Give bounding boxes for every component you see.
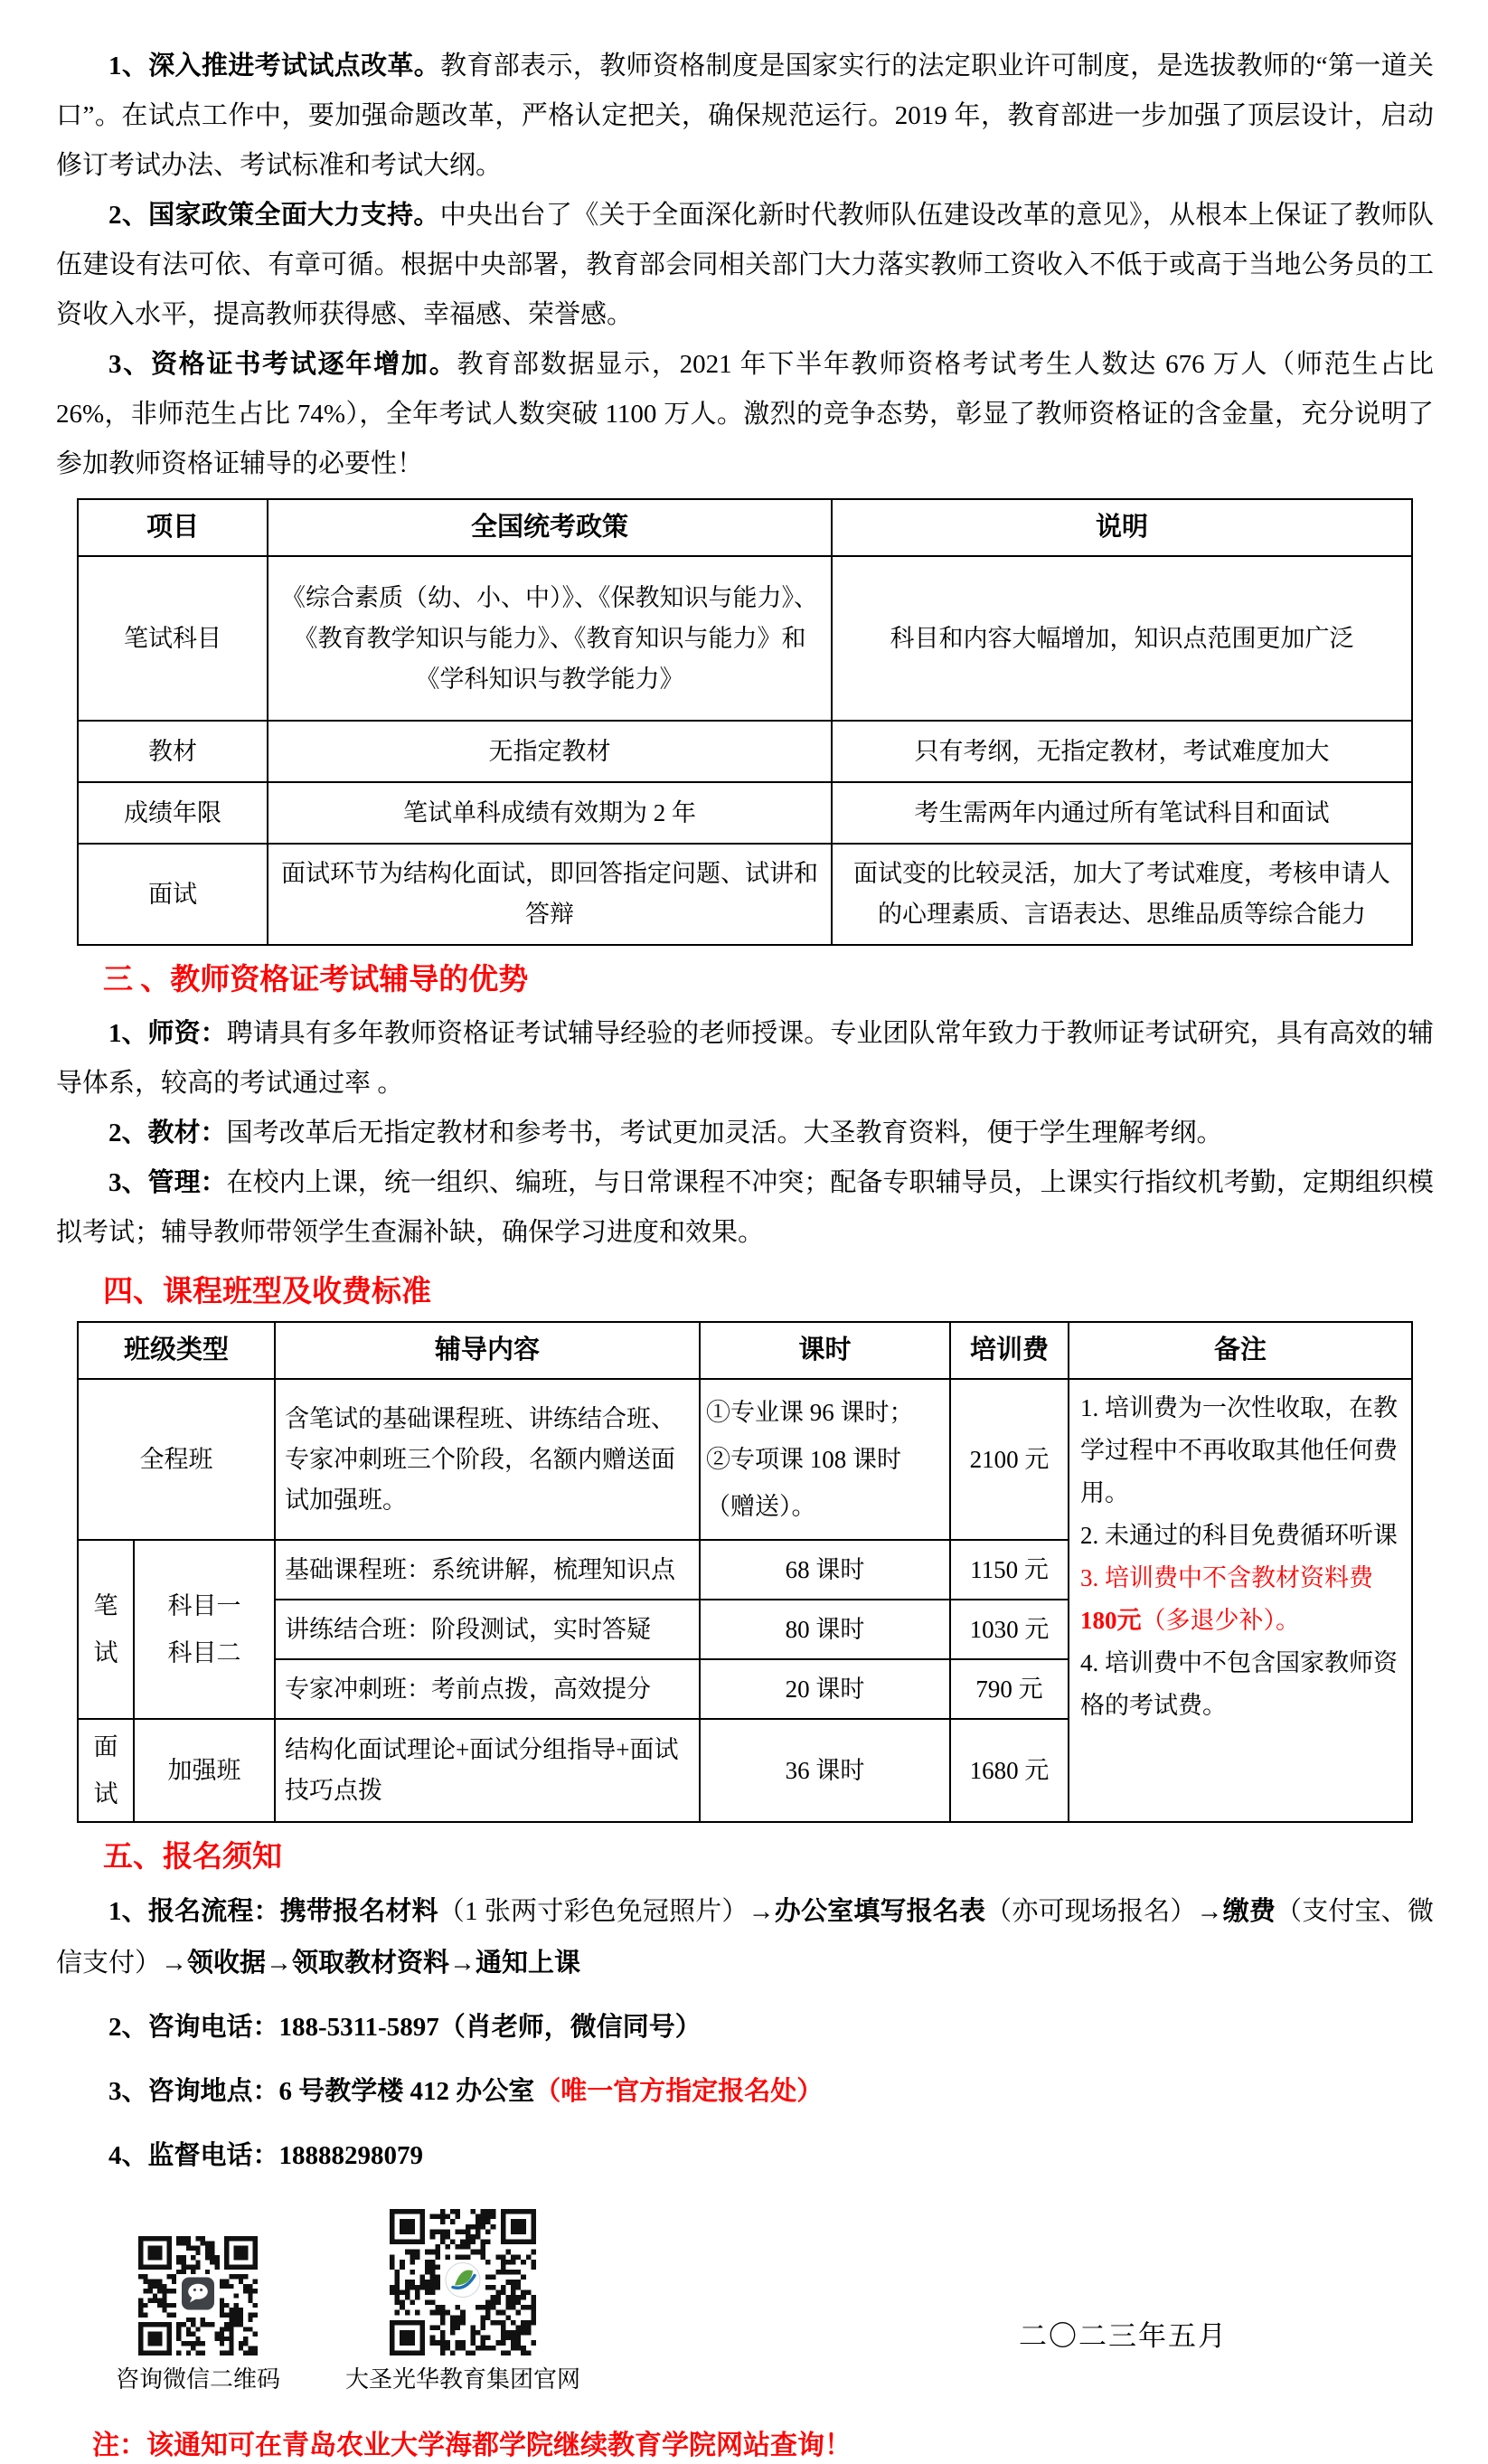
course-cell-content: 讲练结合班：阶段测试，实时答疑	[275, 1600, 700, 1659]
course-cell-fee: 1680 元	[950, 1719, 1069, 1822]
enroll-supervision-phone-text: 4、监督电话：18888298079	[108, 2141, 424, 2170]
policy-cell-item: 成绩年限	[78, 782, 268, 844]
course-header-fee: 培训费	[950, 1322, 1069, 1379]
policy-cell-policy: 无指定教材	[268, 721, 832, 782]
enroll-location-official-note: （唯一官方指定报名处）	[534, 2077, 824, 2106]
enroll-procedure-step4: →领收据→领取教材资料→通知上课	[161, 1949, 581, 1978]
course-cell-fee: 790 元	[950, 1659, 1069, 1719]
footer-qr-row	[116, 2209, 1434, 2395]
enroll-procedure-note2: （亦可现场报名）	[985, 1897, 1197, 1926]
course-cell-fee: 2100 元	[950, 1379, 1069, 1540]
remark-red-text: 3. 培训费中不含教材资料费	[1080, 1564, 1373, 1591]
policy-cell-item: 笔试科目	[78, 556, 268, 721]
table-row	[78, 721, 1412, 782]
paragraph-exam-reform-body: 教育部表示，教师资格制度是国家实行的法定职业许可制度，是选拔教师的“第一道关口”。在试点工作中，要加强命题改革，严格认定把关，确保规范运行。2019 年，教育部进一步加强了顶层设计，启动修订考试办法、考试标准和考试大纲。	[56, 52, 1434, 180]
advantage-teachers-lead: 1、师资：	[108, 1019, 227, 1048]
remark-item: 2. 未通过的科目免费循环听课	[1080, 1522, 1398, 1549]
policy-table-header-row	[78, 499, 1412, 556]
wechat-icon	[182, 2278, 214, 2315]
advantage-teachers	[56, 1009, 1434, 1109]
wechat-qr-caption: 咨询微信二维码	[116, 2366, 281, 2393]
section-advantages-heading: 三 、教师资格证考试辅导的优势	[103, 964, 529, 996]
enroll-phone	[56, 2002, 1434, 2053]
course-header-remark: 备注	[1069, 1322, 1412, 1379]
wechat-qr-block	[116, 2236, 280, 2395]
advantage-materials	[56, 1109, 1434, 1158]
policy-cell-policy: 笔试单科成绩有效期为 2 年	[268, 782, 832, 844]
enroll-procedure-note3: （支付宝、微信支付）	[56, 1897, 1434, 1978]
policy-cell-note: 面试变的比较灵活，加大了考试难度，考核申请人的心理素质、言语表达、思维品质等综合能力	[832, 844, 1412, 945]
course-header-content: 辅导内容	[275, 1322, 700, 1379]
course-cell-hours: 20 课时	[700, 1659, 950, 1719]
subject-two-label: 科目二	[167, 1639, 241, 1666]
enroll-procedure-step2: →办公室填写报名表	[748, 1897, 986, 1926]
enroll-procedure-note1: （1 张两寸彩色免冠照片）	[438, 1897, 749, 1926]
section-courses-heading: 四、课程班型及收费标准	[103, 1276, 431, 1308]
table-row	[78, 844, 1412, 945]
advantage-management-body: 在校内上课，统一组织、编班，与日常课程不冲突；配备专职辅导员，上课实行指纹机考勤，定期组织模拟考试；辅导教师带领学生查漏补缺，确保学习进度和效果。	[56, 1168, 1434, 1247]
advantage-management	[56, 1158, 1434, 1258]
advantage-management-lead: 3、管理：	[108, 1168, 227, 1197]
course-cell-content: 含笔试的基础课程班、讲练结合班、专家冲刺班三个阶段，名额内赠送面试加强班。	[275, 1379, 700, 1540]
course-cell-interview	[78, 1719, 134, 1822]
advantage-materials-body: 国考改革后无指定教材和参考书，考试更加灵活。大圣教育资料，便于学生理解考纲。	[226, 1119, 1223, 1147]
course-cell-content: 基础课程班：系统讲解，梳理知识点	[275, 1540, 700, 1600]
policy-cell-policy: 《综合素质（幼、小、中）》、《保教知识与能力》、《教育教学知识与能力》、《教育知识与能力》和《学科知识与教学能力》	[268, 556, 832, 721]
course-cell-hours: 36 课时	[700, 1719, 950, 1822]
policy-cell-note: 科目和内容大幅增加，知识点范围更加广泛	[832, 556, 1412, 721]
website-qr-caption: 大圣光华教育集团官网	[345, 2366, 581, 2393]
policy-cell-item: 面试	[78, 844, 268, 945]
policy-header-note: 说明	[832, 499, 1412, 556]
footnote-red: 注：该通知可在青岛农业大学海都学院继续教育学院网站查询！	[92, 2431, 852, 2460]
paragraph-national-policy	[56, 191, 1434, 340]
enroll-procedure-lead: 1、报名流程：携带报名材料	[108, 1897, 438, 1926]
section-enroll-heading: 五、报名须知	[103, 1841, 282, 1874]
policy-cell-item: 教材	[78, 721, 268, 782]
paragraph-national-policy-lead: 2、国家政策全面大力支持。	[108, 201, 440, 230]
policy-cell-note: 只有考纲，无指定教材，考试难度加大	[832, 721, 1412, 782]
written-exam-label: 笔试	[93, 1592, 118, 1666]
paragraph-exam-reform	[56, 42, 1434, 191]
course-header-type: 班级类型	[78, 1322, 275, 1379]
paragraph-exam-growth-body: 教育部数据显示，2021 年下半年教师资格考试考生人数达 676 万人（师范生占比 26%，非师范生占比 74%），全年考试人数突破 1100 万人。激烈的竞争态势，彰显了教师资格证的含金量，充分说明了参加教师资格证辅导的必要性！	[56, 350, 1434, 478]
course-cell-subjects	[134, 1540, 275, 1719]
interview-label: 面试	[93, 1733, 118, 1808]
course-cell-subject: 加强班	[134, 1719, 275, 1822]
policy-header-item: 项目	[78, 499, 268, 556]
remark-red-tail: （多退少补）。	[1141, 1607, 1300, 1634]
table-row	[78, 556, 1412, 721]
course-table-header-row	[78, 1322, 1412, 1379]
remark-red-price: 180元	[1080, 1607, 1142, 1634]
remark-item: 1. 培训费为一次性收取，在教学过程中不再收取其他任何费用。	[1080, 1394, 1398, 1506]
policy-cell-note: 考生需两年内通过所有笔试科目和面试	[832, 782, 1412, 844]
enroll-location-text: 3、咨询地点：6 号教学楼 412 办公室	[108, 2077, 535, 2106]
table-row	[78, 1379, 1412, 1540]
paragraph-exam-growth	[56, 340, 1434, 489]
course-cell-hours: 80 课时	[700, 1600, 950, 1659]
course-fee-table	[77, 1321, 1413, 1823]
policy-cell-policy: 面试环节为结构化面试，即回答指定问题、试讲和答辩	[268, 844, 832, 945]
document-date: 二〇二三年五月	[1019, 2320, 1228, 2352]
course-cell-content: 结构化面试理论+面试分组指导+面试技巧点拨	[275, 1719, 700, 1822]
paragraph-national-policy-body: 中央出台了《关于全面深化新时代教师队伍建设改革的意见》，从根本上保证了教师队伍建设有法可依、有章可循。根据中央部署，教育部会同相关部门大力落实教师工资收入不低于或高于当地公务员的工资收入水平，提高教师获得感、幸福感、荣誉感。	[56, 201, 1434, 329]
dasheng-logo-icon	[445, 2262, 481, 2303]
course-remarks-cell	[1069, 1379, 1412, 1822]
remark-item: 4. 培训费中不包含国家教师资格的考试费。	[1080, 1649, 1398, 1719]
course-cell-type: 全程班	[78, 1379, 275, 1540]
wechat-qr-code	[138, 2236, 258, 2355]
advantage-teachers-body: 聘请具有多年教师资格证考试辅导经验的老师授课。专业团队常年致力于教师证考试研究，具有高效的辅导体系，较高的考试通过率 。	[56, 1019, 1434, 1098]
enroll-location	[56, 2066, 1434, 2118]
course-hours-line: ①专业课 96 课时；	[706, 1399, 914, 1426]
website-qr-block	[345, 2209, 580, 2395]
course-cell-content: 专家冲刺班：考前点拨，高效提分	[275, 1659, 700, 1719]
paragraph-exam-growth-lead: 3、资格证书考试逐年增加。	[108, 350, 457, 379]
policy-header-policy: 全国统考政策	[268, 499, 832, 556]
paragraph-exam-reform-lead: 1、深入推进考试试点改革。	[108, 52, 441, 80]
course-cell-hours	[700, 1379, 950, 1540]
course-cell-written	[78, 1540, 134, 1719]
course-cell-hours: 68 课时	[700, 1540, 950, 1600]
website-qr-code	[390, 2209, 536, 2355]
enroll-supervision-phone	[56, 2130, 1434, 2182]
course-cell-fee: 1150 元	[950, 1540, 1069, 1600]
policy-table	[77, 498, 1413, 946]
remark-item-red	[1080, 1557, 1400, 1642]
table-row	[78, 782, 1412, 844]
course-hours-line: （赠送）。	[706, 1493, 816, 1520]
course-header-hours: 课时	[700, 1322, 950, 1379]
advantage-materials-lead: 2、教材：	[108, 1119, 227, 1147]
course-hours-line: ②专项课 108 课时	[706, 1446, 901, 1473]
enroll-phone-text: 2、咨询电话：188-5311-5897（肖老师，微信同号）	[108, 2013, 702, 2042]
course-cell-fee: 1030 元	[950, 1600, 1069, 1659]
subject-one-label: 科目一	[167, 1592, 241, 1619]
enroll-procedure-step3: →缴费	[1196, 1897, 1276, 1926]
enroll-procedure	[56, 1886, 1434, 1989]
